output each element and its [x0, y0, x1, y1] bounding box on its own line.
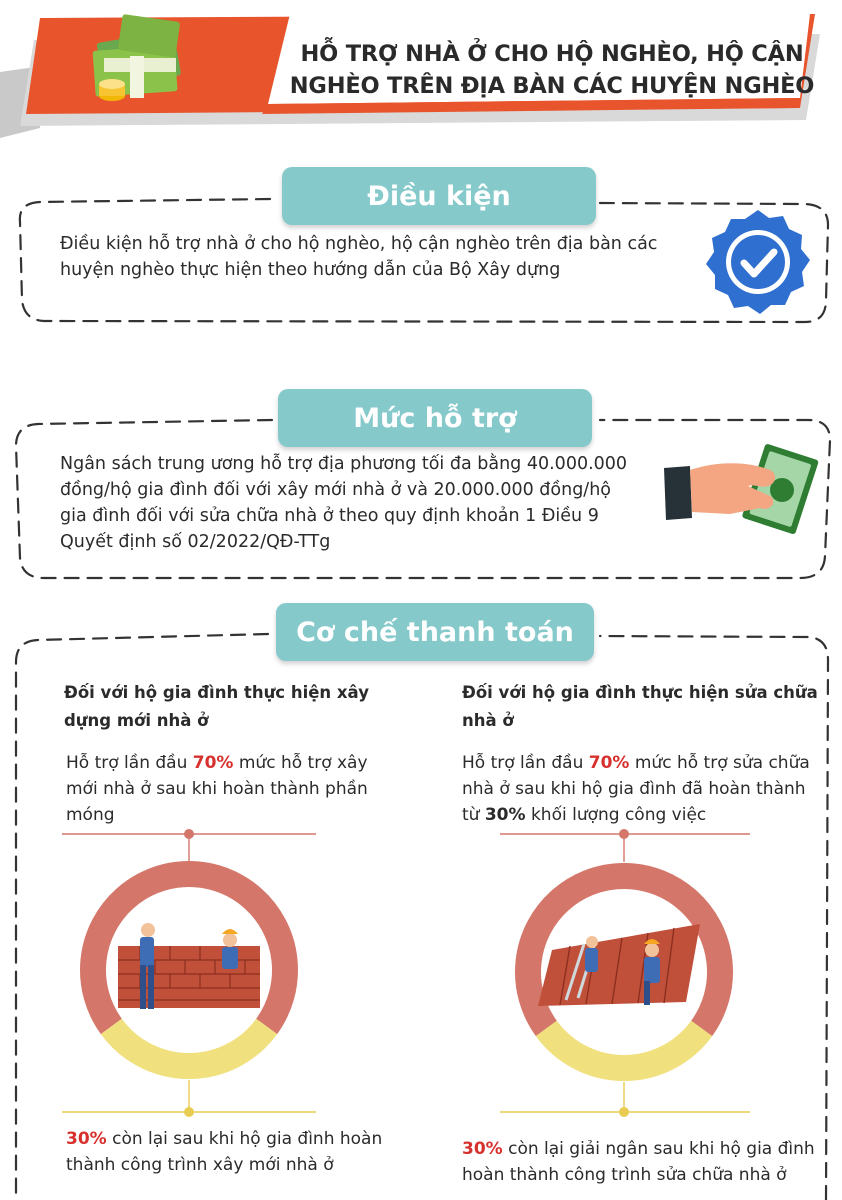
repair-heading: Đối với hộ gia đình thực hiện sửa chữa nhà ở: [462, 683, 818, 730]
new-build-heading: Đối với hộ gia đình thực hiện xây dựng mới nhà ở: [64, 683, 369, 730]
support-text: Ngân sách trung ương hỗ trợ địa phương tối đa bằng 40.000.000 đồng/hộ gia đình đối với xây mới nhà ở và 20.000.000 đồng/hộ gia đình đối với sửa chữa nhà ở theo quy định khoản 1 Điều 9 Quyết định số 02/2022/QĐ-TTg: [60, 454, 628, 552]
condition-text: Điều kiện hỗ trợ nhà ở cho hộ nghèo, hộ cận nghèo trên địa bàn các huyện nghèo thực hiện theo hướng dẫn của Bộ Xây dựng: [60, 234, 658, 280]
support-heading: Mức hỗ trợ: [278, 389, 592, 447]
repair-first-mid: mức hỗ trợ sửa chữa nhà ở sau khi hộ gia đình đã hoàn thành từ: [462, 753, 810, 825]
ring-rest-share: [546, 1028, 701, 1068]
hand-giving-money-icon: [660, 440, 820, 540]
repair-first-prefix: Hỗ trợ lần đầu: [462, 753, 589, 773]
new-build-rest-pct: 30%: [66, 1129, 107, 1149]
new-build-first-prefix: Hỗ trợ lần đầu: [66, 753, 193, 773]
new-build-first-pct: 70%: [192, 753, 234, 773]
new-build-first-suffix: mức hỗ trợ xây mới nhà ở sau khi hoàn thành phần móng: [66, 753, 368, 825]
page-title-line2: NGHÈO TRÊN ĐỊA BÀN CÁC HUYỆN NGHÈO: [289, 73, 815, 99]
repair-rest-payment: [462, 1136, 832, 1188]
repair-first-suffix: khối lượng công việc: [525, 805, 707, 825]
repair-rest-pct: 30%: [462, 1139, 503, 1159]
repair-first-payment: [462, 750, 822, 828]
new-build-first-payment: [66, 750, 376, 828]
ring-rest-share: [111, 1026, 266, 1066]
payment-heading: Cơ chế thanh toán: [276, 603, 594, 661]
bricklaying-workers-icon: [118, 923, 260, 1009]
new-build-rest-payment: [66, 1126, 386, 1178]
verified-badge-icon: [702, 206, 814, 318]
condition-heading: Điều kiện: [282, 167, 596, 225]
roof-repair-workers-icon: [538, 924, 700, 1006]
page-title-line1: HỖ TRỢ NHÀ Ở CHO HỘ NGHÈO, HỘ CẬN: [300, 41, 804, 67]
repair-first-pct2: 30%: [484, 805, 526, 825]
new-build-rest-suffix: còn lại sau khi hộ gia đình hoàn thành công trình xây mới nhà ở: [66, 1129, 383, 1175]
payment-rings: [0, 820, 842, 1130]
repair-first-pct: 70%: [588, 753, 630, 773]
repair-rest-suffix: còn lại giải ngân sau khi hộ gia đình hoàn thành công trình sửa chữa nhà ở: [462, 1139, 815, 1185]
